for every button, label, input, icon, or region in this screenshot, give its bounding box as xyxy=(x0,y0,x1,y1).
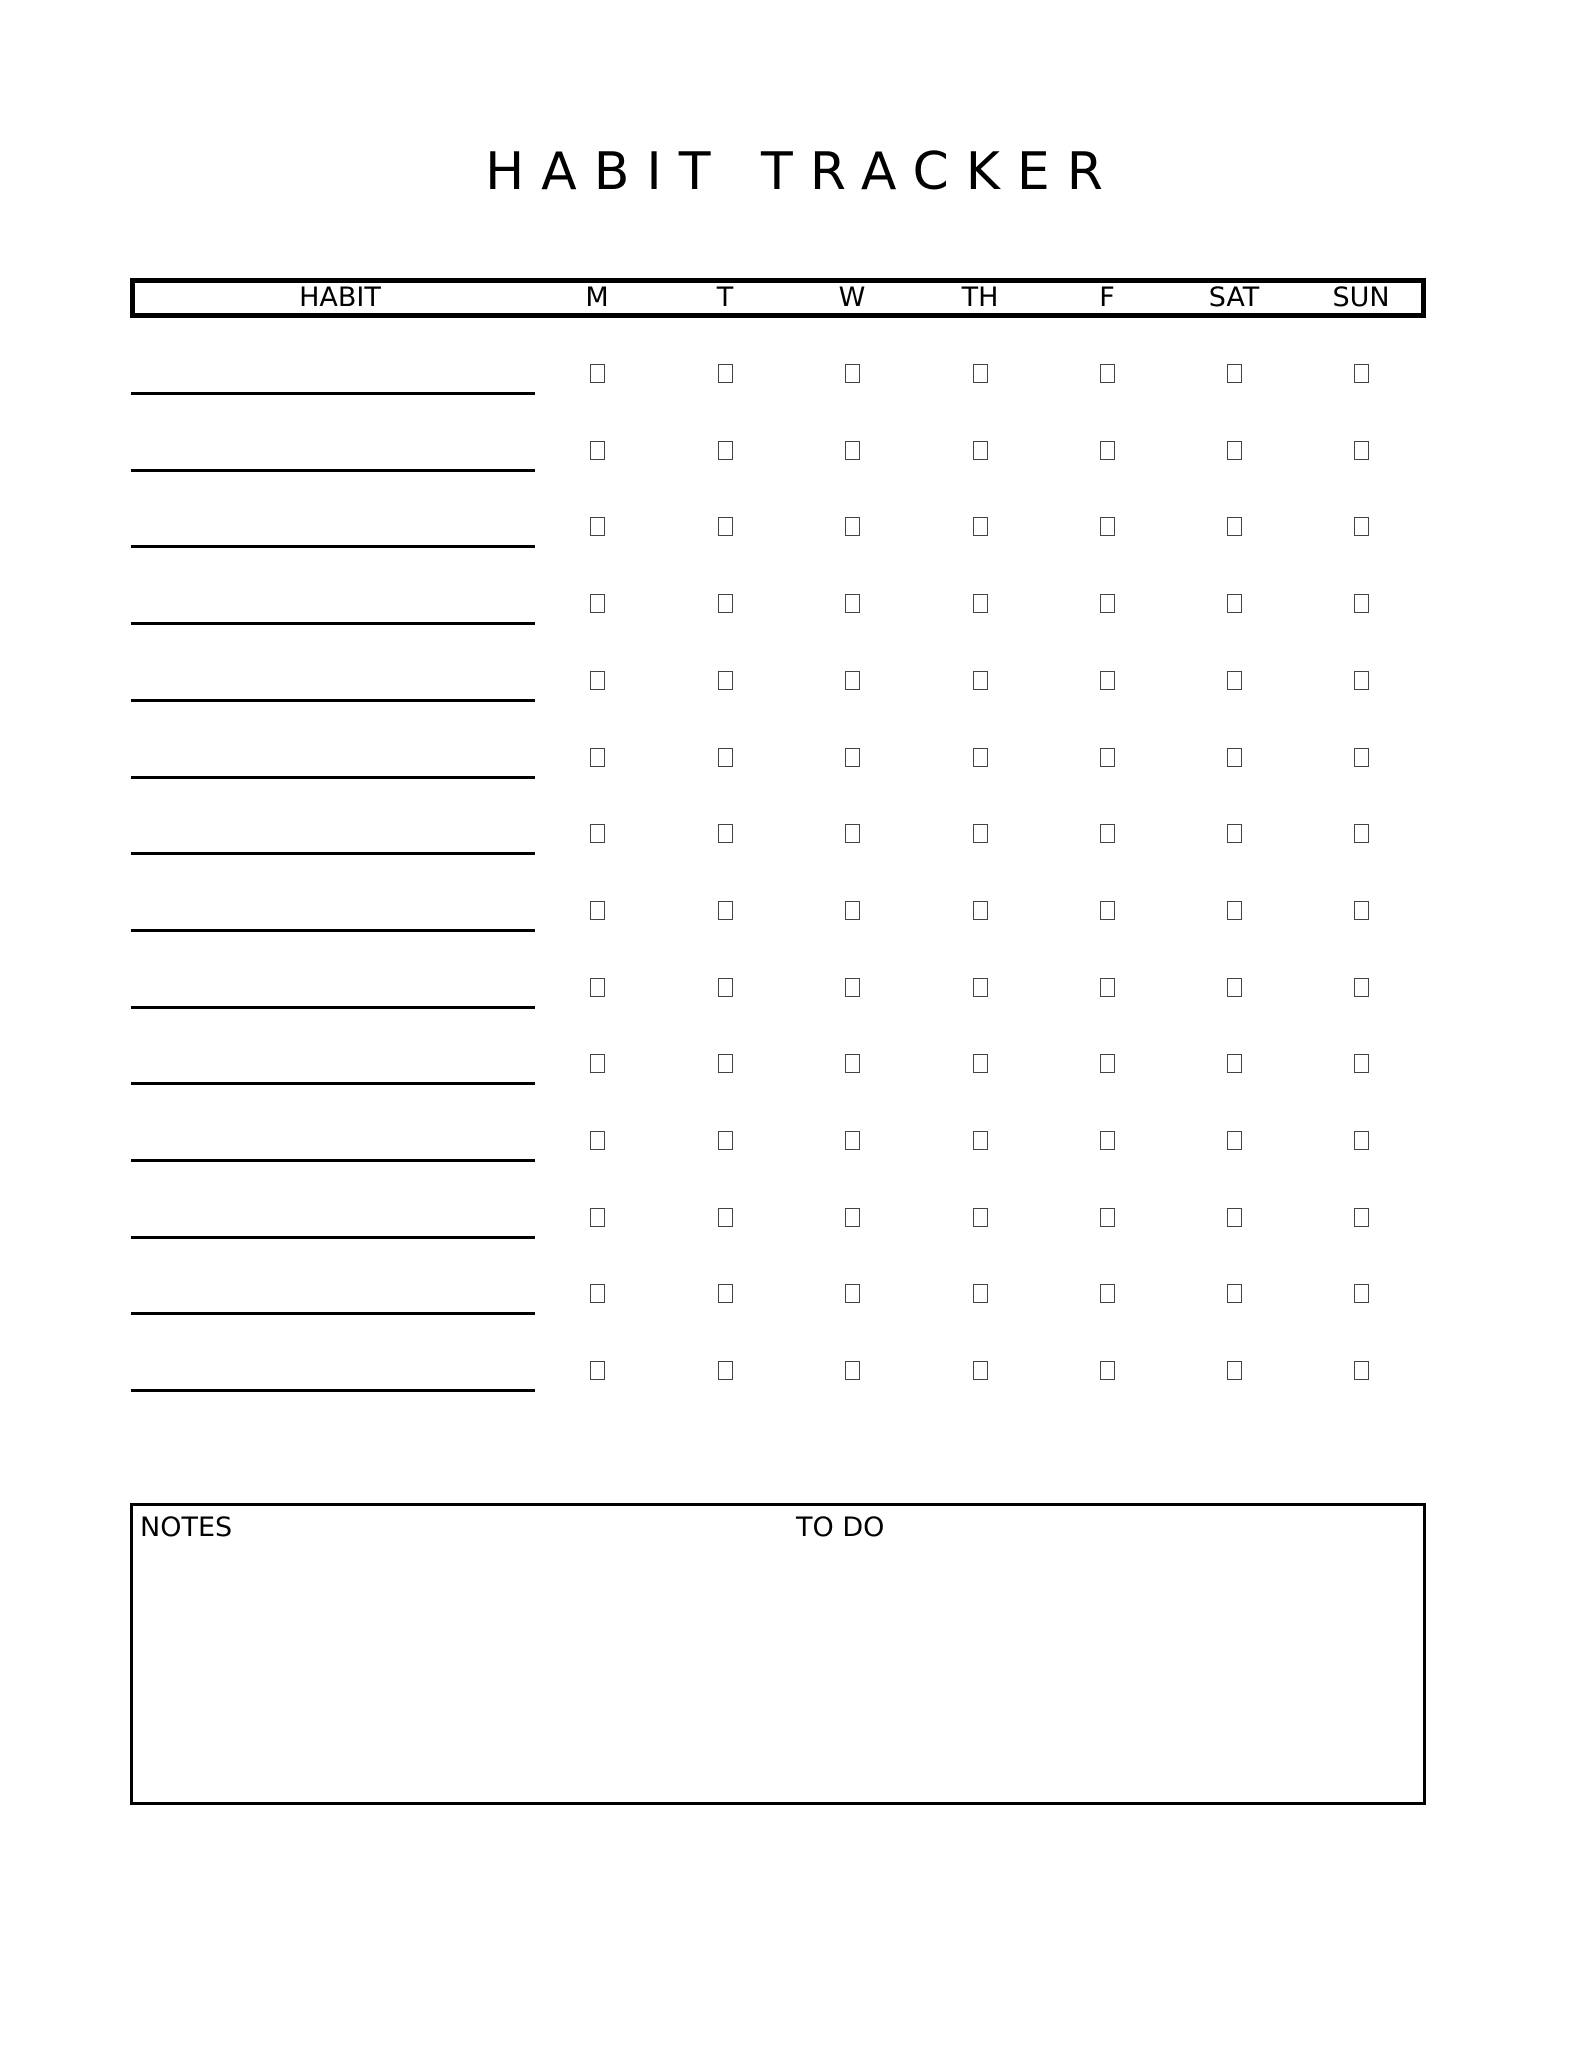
checkbox-m[interactable] xyxy=(590,1284,605,1303)
checkbox-f[interactable] xyxy=(1100,901,1115,920)
checkbox-m[interactable] xyxy=(590,1208,605,1227)
checkbox-th[interactable] xyxy=(973,824,988,843)
checkbox-t[interactable] xyxy=(718,1131,733,1150)
checkbox-f[interactable] xyxy=(1100,441,1115,460)
checkbox-th[interactable] xyxy=(973,594,988,613)
checkbox-sun[interactable] xyxy=(1354,364,1369,383)
checkbox-m[interactable] xyxy=(590,671,605,690)
checkbox-f[interactable] xyxy=(1100,1054,1115,1073)
checkbox-w[interactable] xyxy=(845,364,860,383)
checkbox-m[interactable] xyxy=(590,1054,605,1073)
checkbox-th[interactable] xyxy=(973,1284,988,1303)
habit-line[interactable] xyxy=(131,1006,535,1009)
habit-line[interactable] xyxy=(131,776,535,779)
checkbox-w[interactable] xyxy=(845,1054,860,1073)
checkbox-sat[interactable] xyxy=(1227,824,1242,843)
habit-line[interactable] xyxy=(131,699,535,702)
checkbox-sun[interactable] xyxy=(1354,517,1369,536)
habit-line[interactable] xyxy=(131,929,535,932)
checkbox-th[interactable] xyxy=(973,517,988,536)
checkbox-w[interactable] xyxy=(845,1284,860,1303)
checkbox-w[interactable] xyxy=(845,901,860,920)
checkbox-sat[interactable] xyxy=(1227,671,1242,690)
checkbox-t[interactable] xyxy=(718,364,733,383)
checkbox-t[interactable] xyxy=(718,1361,733,1380)
checkbox-f[interactable] xyxy=(1100,1284,1115,1303)
checkbox-t[interactable] xyxy=(718,671,733,690)
checkbox-w[interactable] xyxy=(845,1361,860,1380)
checkbox-t[interactable] xyxy=(718,748,733,767)
page-title: HABIT TRACKER xyxy=(485,142,1120,202)
habit-line[interactable] xyxy=(131,1389,535,1392)
checkbox-sun[interactable] xyxy=(1354,748,1369,767)
checkbox-sat[interactable] xyxy=(1227,1208,1242,1227)
checkbox-w[interactable] xyxy=(845,671,860,690)
checkbox-sun[interactable] xyxy=(1354,441,1369,460)
checkbox-th[interactable] xyxy=(973,1208,988,1227)
habit-line[interactable] xyxy=(131,1159,535,1162)
checkbox-w[interactable] xyxy=(845,978,860,997)
checkbox-th[interactable] xyxy=(973,441,988,460)
checkbox-t[interactable] xyxy=(718,1054,733,1073)
checkbox-t[interactable] xyxy=(718,517,733,536)
checkbox-f[interactable] xyxy=(1100,824,1115,843)
checkbox-f[interactable] xyxy=(1100,517,1115,536)
checkbox-m[interactable] xyxy=(590,824,605,843)
checkbox-m[interactable] xyxy=(590,1131,605,1150)
checkbox-sun[interactable] xyxy=(1354,1131,1369,1150)
checkbox-f[interactable] xyxy=(1100,978,1115,997)
checkbox-t[interactable] xyxy=(718,824,733,843)
checkbox-t[interactable] xyxy=(718,594,733,613)
checkbox-sat[interactable] xyxy=(1227,1131,1242,1150)
checkbox-w[interactable] xyxy=(845,1131,860,1150)
checkbox-w[interactable] xyxy=(845,748,860,767)
checkbox-sun[interactable] xyxy=(1354,594,1369,613)
checkbox-t[interactable] xyxy=(718,901,733,920)
checkbox-t[interactable] xyxy=(718,1284,733,1303)
checkbox-th[interactable] xyxy=(973,748,988,767)
checkbox-th[interactable] xyxy=(973,978,988,997)
checkbox-sat[interactable] xyxy=(1227,594,1242,613)
checkbox-th[interactable] xyxy=(973,671,988,690)
checkbox-w[interactable] xyxy=(845,594,860,613)
checkbox-m[interactable] xyxy=(590,1361,605,1380)
habit-line[interactable] xyxy=(131,622,535,625)
day-header-sat: SAT xyxy=(1208,282,1260,313)
checkbox-m[interactable] xyxy=(590,517,605,536)
todo-label: TO DO xyxy=(796,1512,885,1543)
habit-line[interactable] xyxy=(131,1312,535,1315)
day-header-w: W xyxy=(838,282,866,313)
notes-todo-box[interactable] xyxy=(130,1503,1426,1805)
checkbox-w[interactable] xyxy=(845,517,860,536)
checkbox-m[interactable] xyxy=(590,441,605,460)
checkbox-w[interactable] xyxy=(845,1208,860,1227)
checkbox-w[interactable] xyxy=(845,441,860,460)
checkbox-sun[interactable] xyxy=(1354,978,1369,997)
notes-label: NOTES xyxy=(140,1512,233,1543)
checkbox-f[interactable] xyxy=(1100,671,1115,690)
day-header-th: TH xyxy=(961,282,999,313)
checkbox-sat[interactable] xyxy=(1227,1284,1242,1303)
checkbox-w[interactable] xyxy=(845,824,860,843)
checkbox-sun[interactable] xyxy=(1354,1361,1369,1380)
checkbox-sun[interactable] xyxy=(1354,901,1369,920)
checkbox-th[interactable] xyxy=(973,1361,988,1380)
checkbox-sat[interactable] xyxy=(1227,901,1242,920)
checkbox-sat[interactable] xyxy=(1227,978,1242,997)
checkbox-sat[interactable] xyxy=(1227,1054,1242,1073)
checkbox-sat[interactable] xyxy=(1227,364,1242,383)
checkbox-f[interactable] xyxy=(1100,1361,1115,1380)
habit-line[interactable] xyxy=(131,469,535,472)
checkbox-t[interactable] xyxy=(718,978,733,997)
header-bar xyxy=(130,278,1426,318)
checkbox-t[interactable] xyxy=(718,441,733,460)
checkbox-sun[interactable] xyxy=(1354,824,1369,843)
checkbox-m[interactable] xyxy=(590,748,605,767)
checkbox-sun[interactable] xyxy=(1354,671,1369,690)
day-header-f: F xyxy=(1099,282,1115,313)
habit-line[interactable] xyxy=(131,545,535,548)
checkbox-f[interactable] xyxy=(1100,748,1115,767)
checkbox-th[interactable] xyxy=(973,364,988,383)
checkbox-f[interactable] xyxy=(1100,594,1115,613)
checkbox-th[interactable] xyxy=(973,901,988,920)
checkbox-sat[interactable] xyxy=(1227,441,1242,460)
checkbox-t[interactable] xyxy=(718,1208,733,1227)
day-header-t: T xyxy=(716,282,734,313)
day-header-sun: SUN xyxy=(1332,282,1390,313)
checkbox-f[interactable] xyxy=(1100,364,1115,383)
day-header-m: M xyxy=(585,282,609,313)
habit-line[interactable] xyxy=(131,392,535,395)
checkbox-m[interactable] xyxy=(590,364,605,383)
checkbox-f[interactable] xyxy=(1100,1131,1115,1150)
habit-column-header: HABIT xyxy=(299,282,381,313)
habit-line[interactable] xyxy=(131,1236,535,1239)
checkbox-m[interactable] xyxy=(590,594,605,613)
checkbox-m[interactable] xyxy=(590,978,605,997)
habit-line[interactable] xyxy=(131,1082,535,1085)
checkbox-sat[interactable] xyxy=(1227,1361,1242,1380)
checkbox-m[interactable] xyxy=(590,901,605,920)
checkbox-th[interactable] xyxy=(973,1054,988,1073)
checkbox-sun[interactable] xyxy=(1354,1284,1369,1303)
checkbox-f[interactable] xyxy=(1100,1208,1115,1227)
checkbox-sun[interactable] xyxy=(1354,1208,1369,1227)
checkbox-th[interactable] xyxy=(973,1131,988,1150)
checkbox-sat[interactable] xyxy=(1227,517,1242,536)
checkbox-sat[interactable] xyxy=(1227,748,1242,767)
habit-line[interactable] xyxy=(131,852,535,855)
checkbox-sun[interactable] xyxy=(1354,1054,1369,1073)
